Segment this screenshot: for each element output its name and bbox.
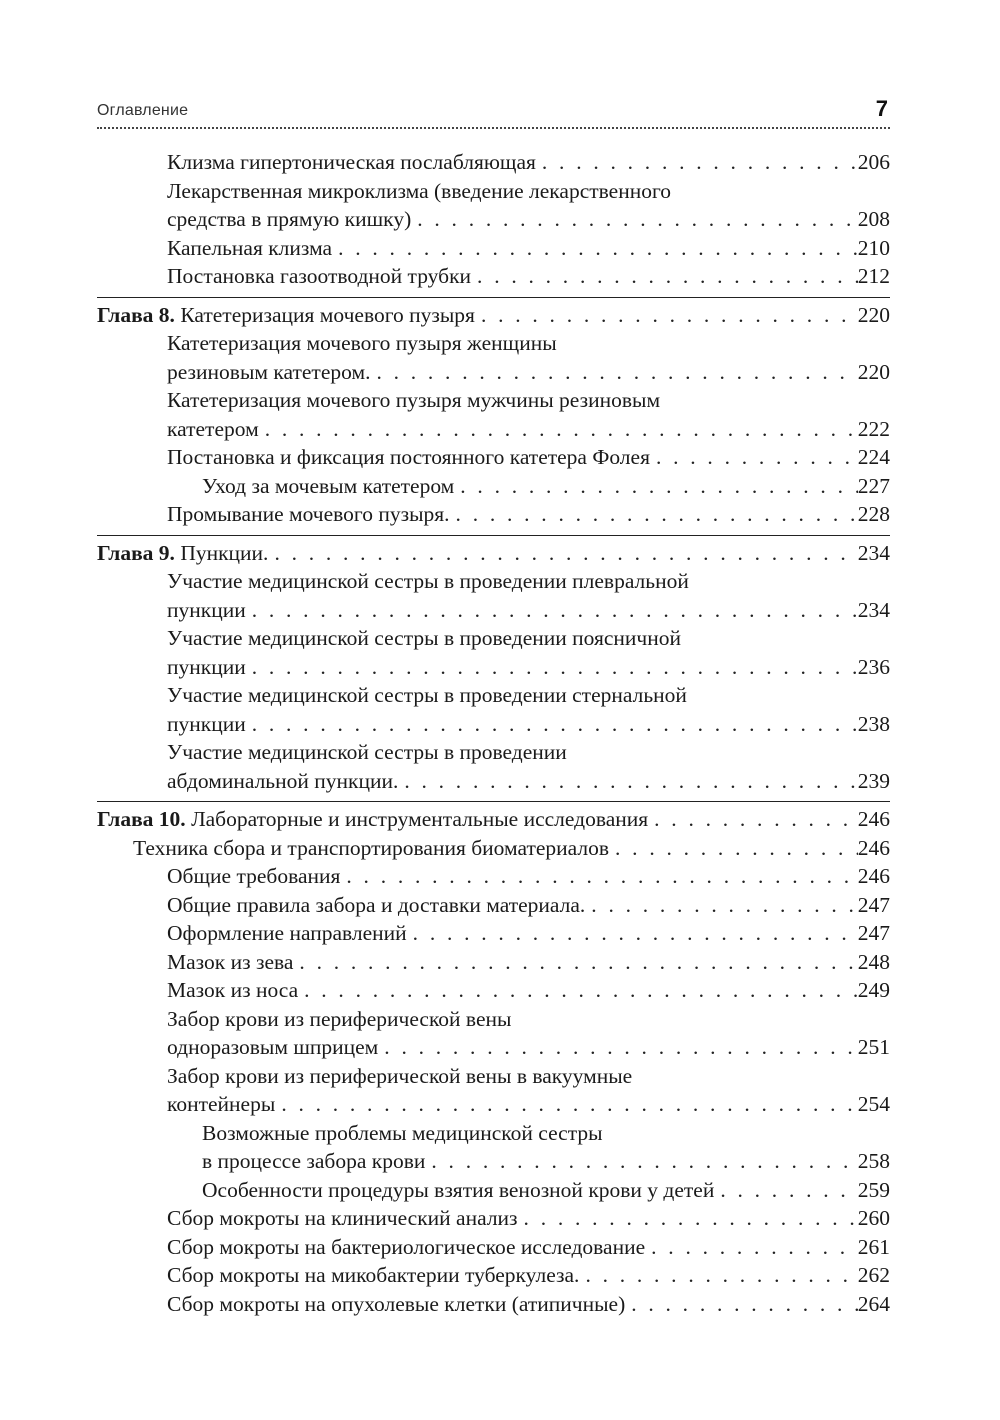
toc-entry[interactable] [97,500,890,529]
leader-dots [378,1033,857,1062]
toc-entry-title: Сбор мокроты на опухолевые клетки (атипичные) [167,1291,626,1316]
leader-dots [246,710,858,739]
toc-subentry[interactable] [97,472,890,501]
toc-entry-title: Участие медицинской сестры в проведении плевральной [167,569,689,593]
leader-dots [411,205,858,234]
chapter-separator [97,297,890,298]
toc-entry-page: 224 [857,445,890,469]
running-header-title: Оглавление [97,102,189,119]
toc-entry-title: Мазок из носа [167,978,299,1002]
toc-chapter-10[interactable] [97,805,890,834]
header-divider [97,127,890,129]
leader-dots [585,891,857,920]
toc-chapter-8[interactable] [97,301,890,330]
toc-entry-title: средства в прямую кишку) [167,207,412,231]
toc-entry-title: Общие правила забора и доставки материала. [167,892,586,917]
leader-dots [425,1147,857,1176]
table-of-contents [97,148,890,1318]
toc-entry-title: Участие медицинской сестры в проведении стернальной [167,683,687,707]
toc-subentry-continuation[interactable] [97,1147,890,1176]
chapter-title: Пункции. [180,540,269,565]
leader-dots [450,500,858,529]
leader-dots [246,653,858,682]
toc-entry-continuation[interactable] [97,767,890,796]
toc-entry-title: Промывание мочевого пузыря. [167,502,450,526]
toc-entry-page: 259 [857,1177,890,1202]
toc-entry-title: Сбор мокроты на клинический анализ [167,1206,518,1230]
chapter-label: Глава 8. [97,302,175,327]
chapter-separator [97,801,890,802]
leader-dots [275,1090,857,1119]
toc-entry-page: 254 [857,1092,890,1116]
page-number: 7 [875,96,888,121]
toc-entry-page: 236 [857,654,890,679]
toc-section[interactable] [97,834,890,863]
toc-entry-title: Участие медицинской сестры в проведении поясничной [167,626,682,650]
leader-dots [650,443,858,472]
toc-entry-title: Капельная клизма [167,235,333,260]
toc-entry-page: 234 [857,540,890,565]
toc-entry-continuation[interactable] [97,415,890,444]
leader-dots [332,234,858,263]
leader-dots [609,834,858,863]
toc-entry-title: Оформление направлений [167,921,407,945]
leader-dots [340,862,857,891]
toc-entry-continuation[interactable] [97,358,890,387]
toc-entry-title: пункции [167,654,246,679]
chapter-label: Глава 10. [97,807,186,831]
toc-entry-title: Катетеризация мочевого пузыря женщины [167,331,557,355]
leader-dots [246,596,858,625]
toc-entry-page: 208 [857,207,890,231]
toc-entry[interactable] [97,177,890,206]
toc-entry[interactable] [97,262,890,291]
toc-entry-title: Сбор мокроты на микобактерии туберкулеза. [167,1263,580,1287]
toc-entry-page: 264 [857,1291,890,1316]
toc-entry[interactable] [97,1290,890,1319]
leader-dots [645,1233,858,1262]
toc-entry[interactable] [97,1005,890,1034]
toc-entry[interactable] [97,567,890,596]
toc-entry-title: Особенности процедуры взятия венозной крови у детей [202,1177,715,1202]
toc-entry-title: Мазок из зева [167,949,294,974]
leader-dots [518,1204,858,1233]
leader-dots [454,472,857,501]
toc-entry-page: 238 [857,711,890,736]
leader-dots [648,805,858,834]
toc-entry-title: пункции [167,711,246,736]
toc-entry-page: 228 [857,502,890,526]
toc-entry[interactable] [97,1204,890,1233]
toc-entry-page: 247 [857,921,890,945]
toc-subentry[interactable] [97,1176,890,1205]
chapter-separator [97,535,890,536]
toc-entry-title: контейнеры [167,1092,276,1116]
running-header [97,96,890,130]
toc-entry[interactable] [97,386,890,415]
toc-entry-title: Лекарственная микроклизма (введение лекарственного [167,178,672,203]
toc-entry-continuation[interactable] [97,596,890,625]
toc-entry-page: 258 [857,1149,890,1173]
toc-entry[interactable] [97,329,890,358]
leader-dots [298,976,858,1005]
toc-entry-title: Сбор мокроты на бактериологическое исследование [167,1234,646,1259]
leader-dots [293,948,857,977]
toc-entry[interactable] [97,891,890,920]
toc-entry-continuation[interactable] [97,653,890,682]
toc-entry-page: 262 [857,1263,890,1287]
toc-entry[interactable] [97,1062,890,1091]
toc-entry-title: одноразовым шприцем [167,1035,379,1059]
toc-entry-title: Уход за мочевым катетером [202,473,455,498]
toc-entry-continuation[interactable] [97,1090,890,1119]
toc-chapter-9[interactable] [97,539,890,568]
chapter-label: Глава 9. [97,540,175,565]
chapter-title: Катетеризация мочевого пузыря [180,302,475,327]
toc-entry[interactable] [97,1261,890,1290]
leader-dots [714,1176,857,1205]
toc-entry-title: катетером [167,416,259,441]
toc-entry-page: 261 [857,1234,890,1259]
toc-entry-title: Общие требования [167,864,341,888]
toc-entry-page: 260 [857,1206,890,1230]
toc-entry-title: Постановка и фиксация постоянного катетера Фолея [167,445,650,469]
toc-entry[interactable] [97,681,890,710]
toc-entry-title: Участие медицинской сестры в проведении [167,740,567,764]
toc-entry[interactable] [97,148,890,177]
toc-entry-continuation[interactable] [97,710,890,739]
leader-dots [625,1290,858,1319]
toc-entry-title: Клизма гипертоническая послабляющая [167,150,536,174]
toc-entry-page: 247 [857,892,890,917]
toc-entry-title: резиновым катетером. [167,359,371,384]
toc-entry-title: Возможные проблемы медицинской сестры [202,1120,603,1145]
toc-entry-title: абдоминальной пункции. [167,768,399,793]
leader-dots [370,358,857,387]
toc-entry-page: 246 [857,864,890,888]
chapter-title: Лабораторные и инструментальные исследования [191,807,649,831]
toc-entry-continuation[interactable] [97,205,890,234]
toc-entry-page: 249 [857,978,890,1002]
leader-dots [398,767,857,796]
toc-entry[interactable] [97,948,890,977]
toc-entry-title: Техника сбора и транспортирования биоматериалов [133,835,610,860]
toc-entry[interactable] [97,624,890,653]
toc-entry-page: 248 [857,949,890,974]
toc-entry[interactable] [97,234,890,263]
leader-dots [471,262,858,291]
toc-entry-page: 234 [857,597,890,622]
leader-dots [259,415,858,444]
toc-entry-page: 251 [857,1035,890,1059]
leader-dots [475,301,858,330]
toc-entry-page: 212 [857,264,890,288]
toc-entry[interactable] [97,976,890,1005]
toc-entry-title: Забор крови из периферической вены в вакуумные [167,1063,633,1088]
toc-entry[interactable] [97,919,890,948]
leader-dots [536,148,858,177]
toc-entry-title: Забор крови из периферической вены [167,1006,512,1031]
toc-entry-title: Постановка газоотводной трубки [167,264,472,288]
toc-entry[interactable] [97,443,890,472]
toc-entry-title: Катетеризация мочевого пузыря мужчины резиновым [167,388,661,412]
toc-entry[interactable] [97,738,890,767]
leader-dots [407,919,858,948]
toc-entry-page: 222 [857,416,890,441]
leader-dots [579,1261,857,1290]
toc-entry-page: 210 [857,235,890,260]
toc-entry-page: 246 [857,807,890,831]
toc-entry[interactable] [97,862,890,891]
toc-entry-page: 220 [857,359,890,384]
toc-entry-page: 227 [857,473,890,498]
toc-entry-page: 220 [857,302,890,327]
toc-entry-continuation[interactable] [97,1033,890,1062]
toc-entry-title: в процессе забора крови [202,1149,426,1173]
toc-entry-title: пункции [167,597,246,622]
toc-entry-page: 239 [857,768,890,793]
toc-subentry[interactable] [97,1119,890,1148]
leader-dots [268,539,857,568]
toc-entry-page: 246 [857,835,890,860]
toc-entry[interactable] [97,1233,890,1262]
toc-entry-page: 206 [857,150,890,174]
